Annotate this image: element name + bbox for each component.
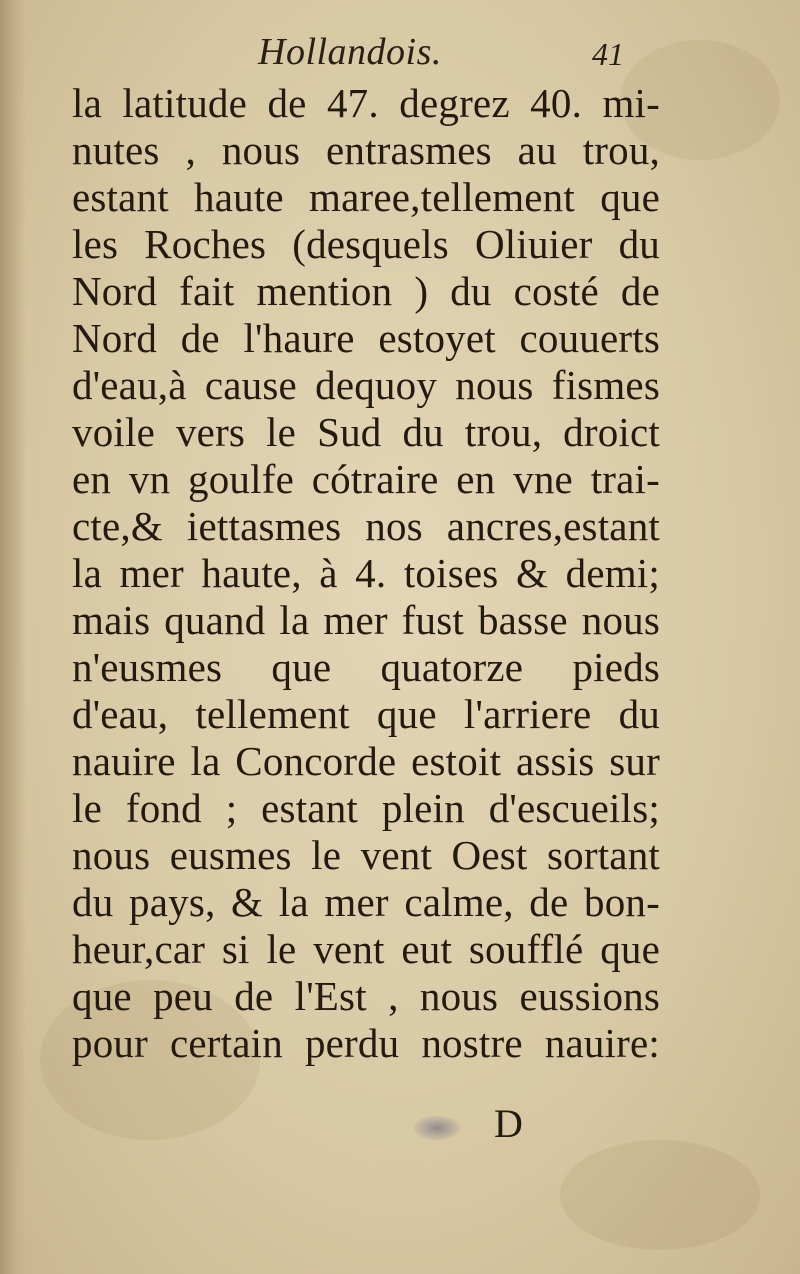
text-line: en vn goulfe cótraire en vne trai- — [72, 456, 660, 502]
text-line: que peu de l'Est , nous eussions — [72, 973, 660, 1019]
text-line: les Roches (desquels Oliuier du — [72, 221, 660, 267]
text-line: Nord fait mention ) du costé de — [72, 268, 660, 314]
page-number: 41 — [592, 36, 624, 72]
page-gutter — [0, 0, 26, 1274]
running-head: Hollandois. — [258, 31, 442, 73]
signature-mark: D — [494, 1101, 523, 1146]
text-line: la mer haute, à 4. toises & demi; — [72, 550, 660, 596]
text-line: Nord de l'haure estoyet couuerts — [72, 315, 660, 361]
text-line: nauire la Concorde estoit assis sur — [72, 738, 660, 784]
text-line: nous eusmes le vent Oest sortant — [72, 832, 660, 878]
text-line: la latitude de 47. degrez 40. mi- — [72, 80, 660, 126]
ink-blot — [414, 1116, 460, 1140]
text-line: d'eau, tellement que l'arriere du — [72, 691, 660, 737]
text-line: pour certain perdu nostre nauire: — [72, 1020, 660, 1066]
text-line: d'eau,à cause dequoy nous fismes — [72, 362, 660, 408]
text-line: le fond ; estant plein d'escueils; — [72, 785, 660, 831]
text-line: n'eusmes que quatorze pieds — [72, 644, 660, 690]
text-line: cte,& iettasmes nos ancres,estant — [72, 503, 660, 549]
page-header — [80, 30, 660, 82]
text-line: mais quand la mer fust basse nous — [72, 597, 660, 643]
text-line: voile vers le Sud du trou, droict — [72, 409, 660, 455]
paper-stain — [560, 1140, 760, 1250]
body-text — [72, 80, 660, 1067]
text-line: nutes , nous entrasmes au trou, — [72, 127, 660, 173]
text-line: estant haute maree,tellement que — [72, 174, 660, 220]
text-line: du pays, & la mer calme, de bon- — [72, 879, 660, 925]
text-line: heur,car si le vent eut soufflé que — [72, 926, 660, 972]
